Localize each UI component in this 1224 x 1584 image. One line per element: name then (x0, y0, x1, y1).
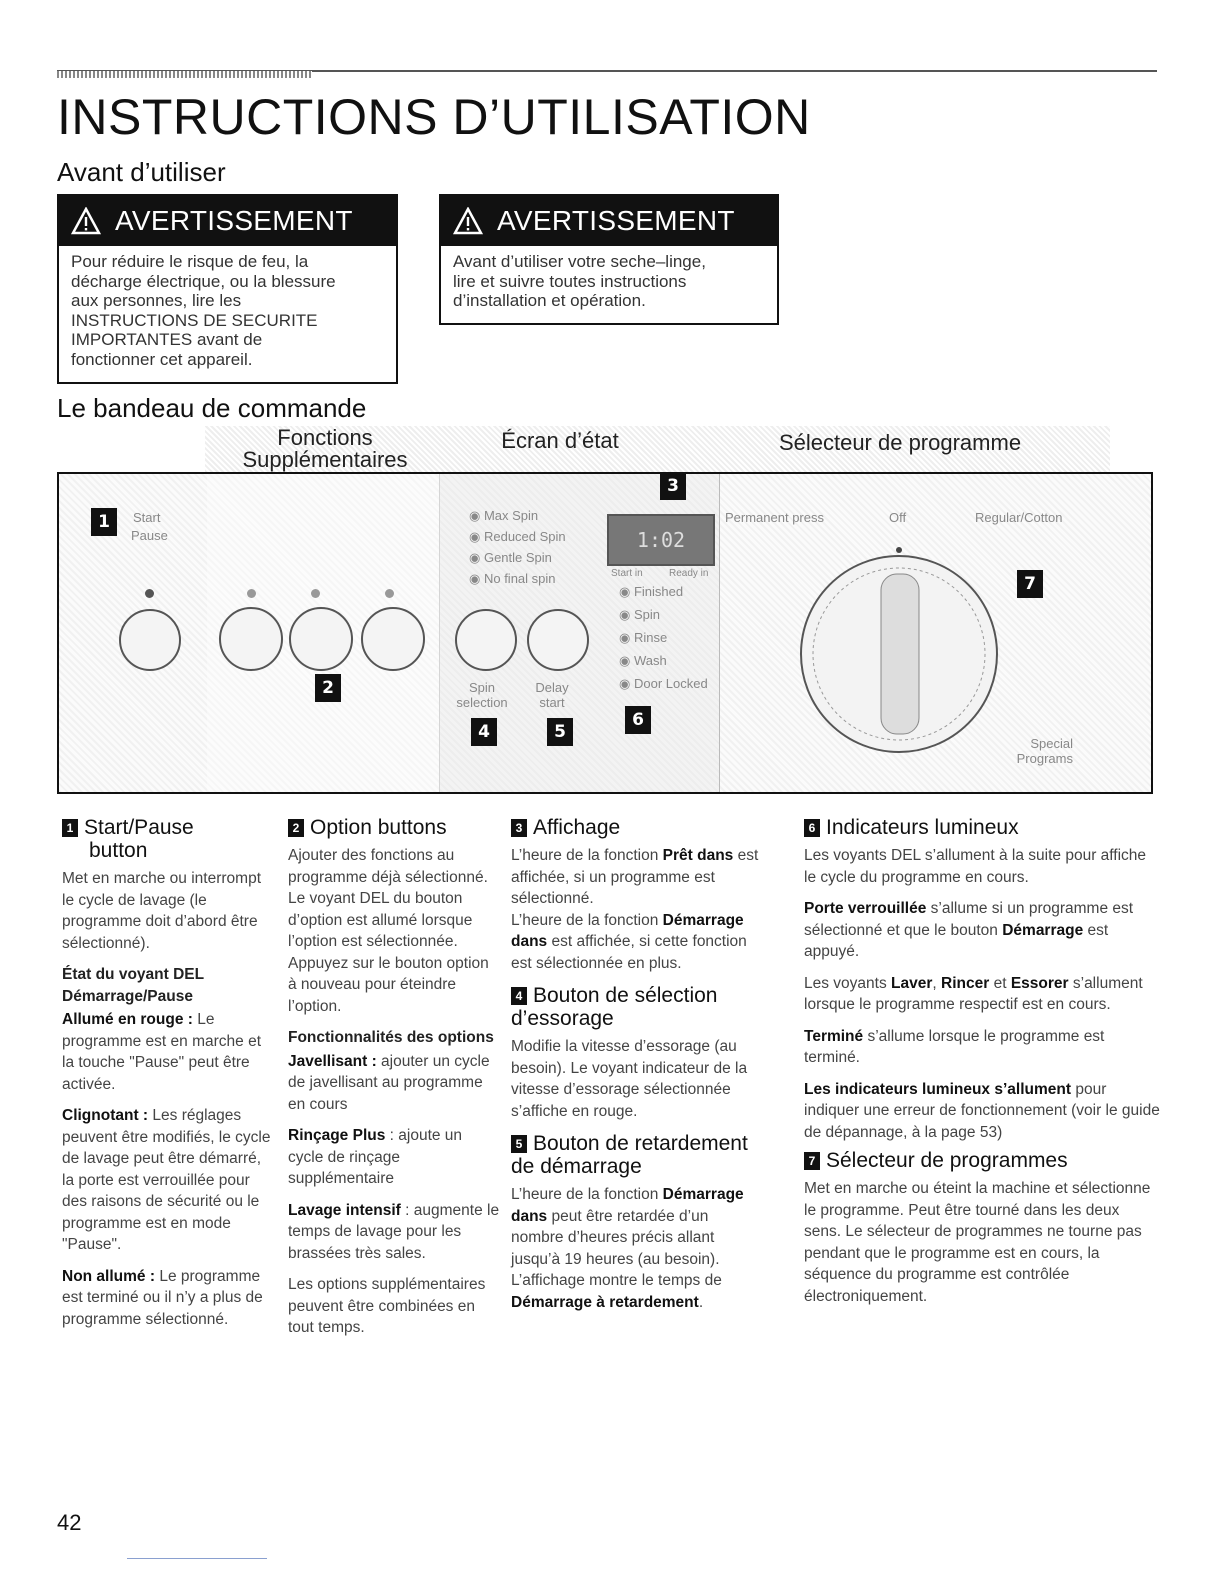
spin-option: ◉ Gentle Spin (469, 550, 552, 565)
option-led (385, 589, 394, 598)
paragraph: Modifie la vitesse d’essorage (au besoin). Le voyant indicateur de la vitesse d’essorage sélectionnée s’affiche en rouge. (511, 1038, 748, 1120)
warning-line: INSTRUCTIONS DE SECURITE (71, 310, 318, 330)
paragraph: Rinçage Plus : ajoute un cycle de rinçage supplémentaire (288, 1127, 463, 1187)
paragraph: Terminé s’allume lorsque le programme est terminé. (804, 1027, 1105, 1066)
start-label: Start (133, 510, 161, 525)
start-pause-button[interactable] (119, 609, 181, 671)
warning-text (59, 246, 396, 375)
start-in-label: Start in (611, 568, 643, 579)
warning-heading: AVERTISSEMENT (115, 205, 353, 236)
regular-cotton-label: Regular/Cotton (975, 510, 1063, 525)
warning-line: fonctionner cet appareil. (71, 349, 253, 369)
warning-text (441, 246, 777, 317)
subheading: État du voyant DEL Démarrage/Pause (62, 966, 204, 1005)
spin-option: ◉ Max Spin (469, 508, 539, 523)
warning-line: IMPORTANTES avant de (71, 330, 263, 349)
section-title-spin: 4 Bouton de sélection d’essorage (511, 984, 718, 1030)
spin-option: ◉ Reduced Spin (469, 529, 566, 544)
paragraph: L’heure de la fonction Démarrage dans peut être retardée d’un nombre d’heures précis allant jusqu’à 19 heures (au besoin). L’affichage montre le temps de Démarrage à retardement. (511, 1186, 744, 1311)
special-programs-label: Special Programs (1016, 736, 1073, 766)
page-title: INSTRUCTIONS D’UTILISATION (57, 89, 811, 145)
option-led (311, 589, 320, 598)
warning-header (441, 196, 777, 246)
spin-option: ◉ No final spin (469, 571, 556, 586)
warning-line: Avant d’utiliser votre seche–linge, (453, 252, 706, 271)
label-extra-functions: Fonctions Supplémentaires (242, 425, 408, 472)
paragraph: L’heure de la fonction Prêt dans est affichée, si un programme est sélectionné. (511, 847, 759, 907)
paragraph: Les options supplémentaires peuvent être combinées en tout temps. (288, 1276, 486, 1336)
section-title: 1 Start/Pause button (62, 816, 277, 862)
paragraph: Ajouter des fonctions au programme déjà sélectionné. Le voyant DEL du bouton d’option est allumé lorsque l’option est sélectionnée. Appuyez sur le bouton option à nouveau pour éteindre l’option. (288, 847, 489, 1015)
section-title: 2 Option buttons (288, 816, 500, 839)
top-rule-pattern (57, 71, 312, 78)
footer-rule (127, 1558, 267, 1559)
badge-4: 4 (471, 718, 497, 746)
page-number: 42 (57, 1510, 82, 1535)
badge-6: 6 (625, 706, 651, 734)
control-panel-illustration (57, 472, 1153, 794)
paragraph: Javellisant : ajouter un cycle de javellisant au programme en cours (288, 1052, 490, 1113)
status-indicator: ◉ Wash (619, 653, 667, 668)
start-pause-led (145, 589, 154, 598)
option-button-1[interactable] (219, 607, 283, 671)
section-heading-before-use: Avant d’utiliser (57, 157, 226, 187)
permanent-press-label: Permanent press (725, 510, 824, 525)
pause-label: Pause (131, 528, 168, 543)
option-button-2[interactable] (289, 607, 353, 671)
badge-3: 3 (660, 472, 686, 500)
option-led (247, 589, 256, 598)
status-indicator-list (619, 584, 708, 691)
section-title-delay: 5 Bouton de retardement de démarrage (511, 1132, 748, 1178)
delay-start-label: Delay start (535, 680, 569, 710)
status-indicator: ◉ Spin (619, 607, 660, 622)
warning-line: décharge électrique, ou la blessure (71, 271, 336, 291)
paragraph: Clignotant : Les réglages peuvent être modifiés, le cycle de lavage peut être démarré, la porte est verrouillée pour des raisons de sécurité ou le programme est en mode "Pause". (62, 1107, 271, 1253)
paragraph: Met en marche ou éteint la machine et sélectionne le programme. Peut être tourné dans les deux sens. Le sélecteur de programmes ne tourne pas pendant que le programme est en cours, la séquence du programme est contrôlée électroniquement. (804, 1180, 1151, 1305)
badge-7: 7 (1017, 570, 1043, 598)
paragraph: Les voyants Laver, Rincer et Essorer s’allument lorsque le programme respectif est en cours. (804, 974, 1143, 1013)
paragraph: L’heure de la fonction Démarrage dans est affichée, si cette fonction est sélectionnée en plus. (511, 911, 747, 972)
section-title: 3 Affichage (511, 816, 765, 839)
paragraph: Lavage intensif : augmente le temps de lavage pour les brassées très sales. (288, 1201, 500, 1262)
section-title-program-selector: 7 Sélecteur de programmes (804, 1149, 1160, 1172)
paragraph: Met en marche ou interrompt le cycle de lavage (le programme doit d’abord être sélectionné). (62, 870, 262, 952)
warning-heading: AVERTISSEMENT (497, 205, 735, 236)
section-start-pause (62, 816, 277, 1340)
spin-selection-button[interactable] (455, 609, 517, 671)
warning-box-2 (439, 194, 779, 325)
warning-line: Pour réduire le risque de feu, la (71, 252, 309, 271)
ready-in-label: Ready in (669, 568, 709, 579)
paragraph: Non allumé : Le programme est terminé ou il n’y a plus de programme sélectionné. (62, 1267, 263, 1328)
delay-start-button[interactable] (527, 609, 589, 671)
badge-1: 1 (91, 508, 117, 536)
warning-box-1 (57, 194, 398, 384)
warning-line: aux personnes, lire les (71, 291, 242, 310)
paragraph: Porte verrouillée s’allume si un programme est sélectionné et que le bouton Démarrage est appuyé. (804, 900, 1134, 960)
subheading: Fonctionnalités des options (288, 1029, 494, 1046)
paragraph: Les indicateurs lumineux s’allument pour indiquer une erreur de fonctionnement (voir le guide de dépannage, à la page 53) (804, 1080, 1160, 1141)
section-indicators (804, 816, 1160, 1317)
paragraph: Les voyants DEL s’allument à la suite pour affiche le cycle du programme en cours. (804, 847, 1147, 886)
badge-2: 2 (315, 674, 341, 702)
paragraph: Allumé en rouge : Le programme est en marche et la touche "Pause" peut être activée. (62, 1011, 262, 1093)
status-indicator: ◉ Finished (619, 584, 684, 599)
warning-line: lire et suivre toutes instructions (453, 271, 687, 291)
warning-header (59, 196, 396, 246)
label-program-selector: Sélecteur de programme (778, 430, 1022, 455)
section-display (511, 816, 765, 1323)
status-indicator: ◉ Rinse (619, 630, 668, 645)
section-option-buttons (288, 816, 500, 1349)
warning-triangle-icon (71, 207, 101, 235)
spin-options-list (469, 508, 566, 586)
warning-line: d’installation et opération. (453, 291, 646, 310)
spin-selection-label: Spin selection (456, 680, 508, 710)
option-button-3[interactable] (361, 607, 425, 671)
label-status-screen: Écran d’état (501, 428, 619, 453)
warning-triangle-icon (453, 207, 483, 235)
section-heading-control-panel: Le bandeau de commande (57, 393, 367, 423)
badge-5: 5 (547, 718, 573, 746)
status-indicator: ◉ Door Locked (619, 676, 708, 691)
program-selector-dial[interactable] (789, 534, 1009, 764)
section-title: 6 Indicateurs lumineux (804, 816, 1160, 839)
status-display: 1:02 (607, 514, 715, 566)
off-label: Off (889, 510, 907, 525)
